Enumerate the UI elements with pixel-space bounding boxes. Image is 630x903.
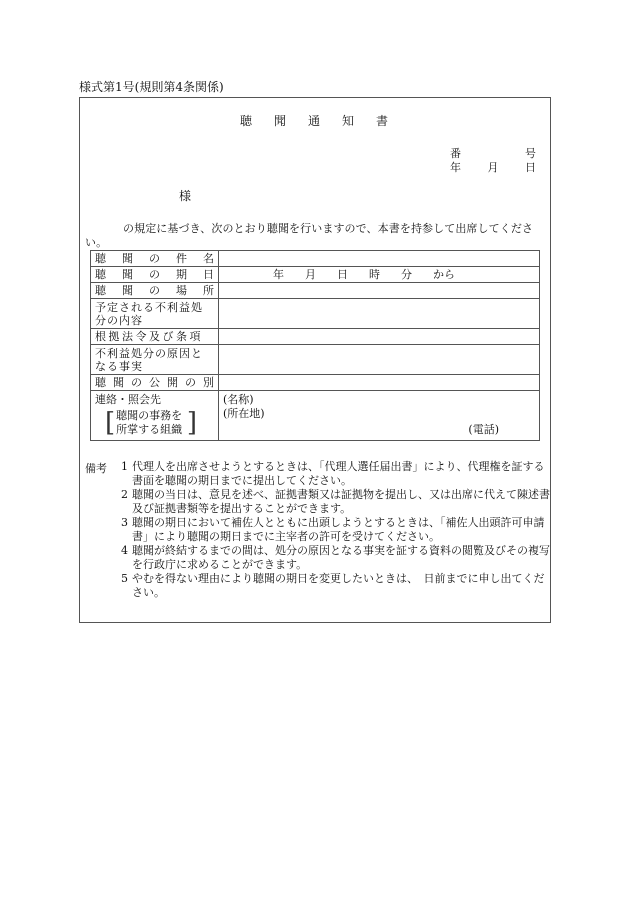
legal-basis-value <box>219 329 540 345</box>
document-number: 番 号 <box>450 147 536 160</box>
table-row <box>91 375 540 391</box>
row-label-hearing-date: 聴 聞 の 期 日 <box>91 267 219 283</box>
row-label-case-name: 聴 聞 の 件 名 <box>91 251 219 267</box>
contact-location-label: (所在地) <box>223 407 265 420</box>
row-label-cause-facts: 不利益処分の原因となる事実 <box>91 345 219 375</box>
intro-paragraph: の規定に基づき、次のとおり聴聞を行いますので、本書を持参して出席してください。 <box>85 222 534 249</box>
row-label-hearing-place: 聴 聞 の 場 所 <box>91 283 219 299</box>
form-number-label: 様式第1号(規則第4条関係) <box>79 80 224 94</box>
title-char: 知 <box>342 114 357 128</box>
title-char: 書 <box>376 114 391 128</box>
contact-sub-bracket: [ 聴聞の事務を所掌する組織 ] <box>105 408 197 438</box>
hearing-date-value: 年 月 日 時 分 から <box>219 267 540 283</box>
table-row <box>91 299 540 329</box>
remark-item: 5 やむを得ない理由により聴聞の期日を変更したいときは、 日前までに申し出てください。 <box>121 572 545 599</box>
table-row <box>91 251 540 267</box>
public-or-private-value <box>219 375 540 391</box>
remark-item: 2 聴聞の当日は、意見を述べ、証拠書類又は証拠物を提出し、又は出席に代えて陳述書及び証拠書類等を提出することができます。 <box>121 488 550 515</box>
cause-facts-value <box>219 345 540 375</box>
hearing-details-table <box>90 250 540 441</box>
remark-item: 1 代理人を出席させようとするときは、「代理人選任届出書」により、代理権を証する書面を聴聞の期日までに提出してください。 <box>121 460 545 487</box>
remark-item: 3 聴聞の期日において補佐人とともに出頭しようとするときは、「補佐人出頭許可申請書」により聴聞の期日までに主宰者の許可を受けてください。 <box>121 516 545 543</box>
row-label-planned-disposition: 予定される不利益処分の内容 <box>91 299 219 329</box>
row-label-public-or-private: 聴 聞 の 公 開 の 別 <box>91 375 219 391</box>
table-row <box>91 267 540 283</box>
remark-item: 4 聴聞が終結するまでの間は、処分の原因となる事実を証する資料の閲覧及びその複写を行政庁に求めることができます。 <box>121 544 550 571</box>
document-title <box>80 115 550 128</box>
issue-date: 年 月 日 <box>450 161 536 174</box>
contact-label: 連絡・照会先 <box>95 393 161 406</box>
contact-sub-label: 聴聞の事務を所掌する組織 <box>116 409 183 436</box>
title-char: 聴 <box>239 114 254 128</box>
table-row <box>91 391 540 441</box>
contact-phone-label: (電話) <box>468 423 499 436</box>
remarks-heading: 備考 <box>85 462 107 475</box>
title-char: 通 <box>307 114 322 128</box>
hearing-place-value <box>219 283 540 299</box>
title-char: 聞 <box>273 114 288 128</box>
planned-disposition-value <box>219 299 540 329</box>
contact-value <box>219 391 540 441</box>
case-name-value <box>219 251 540 267</box>
table-row <box>91 345 540 375</box>
row-label-legal-basis: 根拠法令及び条項 <box>91 329 219 345</box>
table-row <box>91 329 540 345</box>
addressee: 様 <box>179 189 192 203</box>
notice-frame <box>79 97 551 623</box>
table-row <box>91 283 540 299</box>
row-label-contact <box>91 391 219 441</box>
contact-name-label: (名称) <box>223 393 254 406</box>
